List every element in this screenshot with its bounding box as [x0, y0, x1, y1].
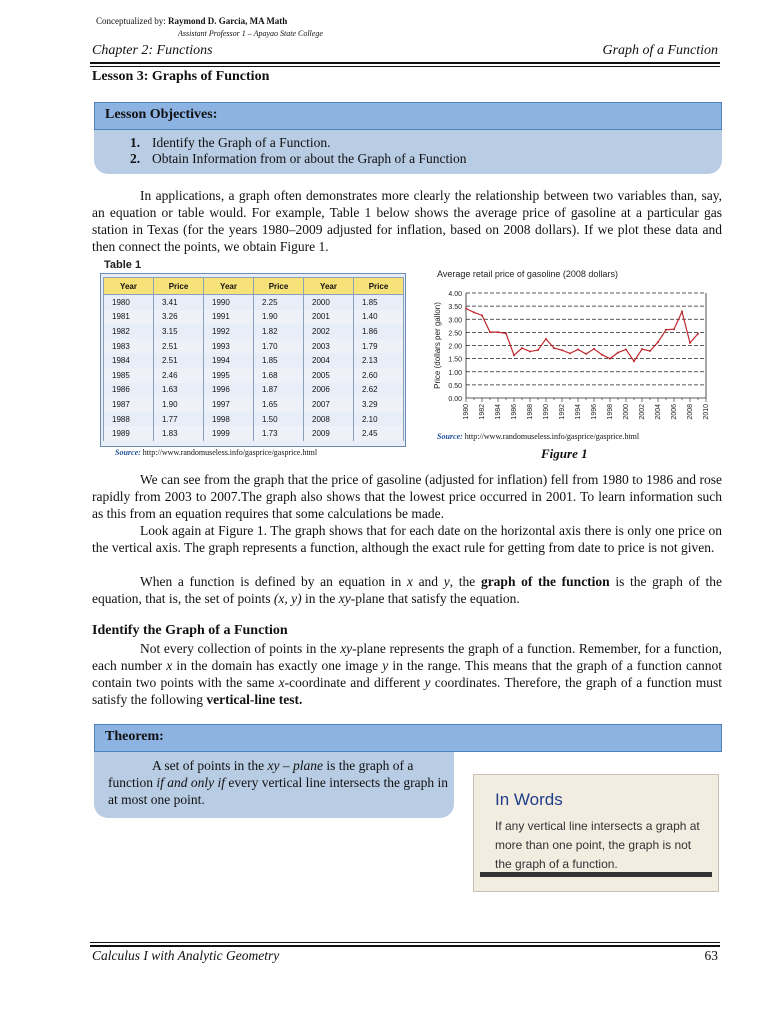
table-cell: 1991	[204, 310, 254, 325]
text-run: A set of points in the	[152, 758, 268, 773]
text-run: and	[412, 574, 444, 589]
table-cell: 1995	[204, 368, 254, 383]
text-run: every vertical line intersects the graph in at most one point.	[108, 775, 449, 807]
data-point	[521, 347, 523, 349]
table-cell: 1.90	[154, 397, 204, 412]
data-point	[657, 341, 659, 343]
table-cell: 1990	[204, 295, 254, 310]
y-tick-label: 1.50	[448, 356, 462, 364]
text-run: When a function is defined by an equation in	[140, 574, 407, 589]
data-point	[561, 349, 563, 351]
header-rule-thin	[90, 66, 720, 67]
section-paragraph	[92, 640, 722, 708]
table-cell: 2008	[304, 412, 354, 427]
table-row	[104, 412, 404, 427]
text-run: -plane represents the graph of a function. Remember, for a function, each number	[92, 641, 723, 673]
table-cell: 3.41	[154, 295, 204, 310]
in-words-bar	[480, 872, 712, 877]
data-point	[529, 351, 531, 353]
y-tick-label: 3.50	[448, 304, 462, 312]
x-tick-label: 1990	[543, 404, 550, 420]
data-point	[537, 349, 539, 351]
y-axis-label: Price (dollars per gallon)	[433, 302, 442, 389]
data-point	[585, 353, 587, 355]
table-cell: 1996	[204, 383, 254, 398]
function-paragraph: Look again at Figure 1. The graph shows that for each date on the horizontal axis there is only one price on the vertical axis. The graph represents a function, although the exact rule for getting from date to price is not given.	[92, 523, 722, 555]
table-cell: 1999	[204, 426, 254, 441]
text-run: vertical-line test.	[206, 692, 303, 707]
x-tick-label: 1998	[607, 404, 614, 420]
header-rule	[90, 62, 720, 64]
table-cell: 1.40	[354, 310, 404, 325]
data-point	[481, 314, 483, 316]
price-line	[466, 308, 698, 361]
y-tick-label: 2.50	[448, 330, 462, 338]
data-point	[649, 350, 651, 352]
table-cell: 1994	[204, 353, 254, 368]
data-point	[577, 348, 579, 350]
table-cell: 2000	[304, 295, 354, 310]
table-row	[104, 368, 404, 383]
table-cell: 2.62	[354, 383, 404, 398]
table-row	[104, 426, 404, 441]
table-cell: 2.25	[254, 295, 304, 310]
objective-number: 1.	[130, 135, 141, 150]
text-run: in the	[301, 591, 339, 606]
section-heading: Identify the Graph of a Function	[92, 623, 288, 638]
definition-paragraph	[92, 573, 722, 607]
topic-title: Graph of a Function	[602, 43, 718, 58]
table-cell: 1981	[104, 310, 154, 325]
table-cell: 1.85	[354, 295, 404, 310]
table-cell: 2007	[304, 397, 354, 412]
y-tick-label: 0.00	[448, 396, 462, 403]
table-cell: 3.29	[354, 397, 404, 412]
data-point	[665, 329, 667, 331]
data-point	[593, 348, 595, 350]
data-point	[673, 328, 675, 330]
data-point	[465, 307, 467, 309]
objective-item	[130, 135, 330, 151]
credit-role: Assistant Professor 1 – Apayao State College	[178, 29, 323, 38]
table-cell: 1983	[104, 339, 154, 354]
data-point	[689, 342, 691, 344]
table-cell: 2005	[304, 368, 354, 383]
y-tick-label: 3.00	[448, 317, 462, 325]
theorem-header	[94, 724, 722, 752]
text-run: x	[166, 658, 173, 673]
table-cell: 1.79	[354, 339, 404, 354]
text-run: in the range. This means that the graph of a function cannot contain two points with the same	[92, 658, 723, 690]
table-cell: 1.65	[254, 397, 304, 412]
x-tick-label: 1986	[511, 404, 518, 420]
objective-number: 2.	[130, 151, 141, 166]
data-point	[625, 348, 627, 350]
table-header-cell: Price	[254, 278, 304, 295]
text-run: if and only if	[156, 775, 225, 790]
y-tick-label: 4.00	[448, 291, 462, 298]
table-row	[104, 295, 404, 310]
table-cell: 1.83	[154, 426, 204, 441]
x-tick-label: 1982	[479, 404, 486, 420]
table-source-label: Source:	[115, 448, 141, 457]
table-cell: 2002	[304, 324, 354, 339]
data-point	[641, 348, 643, 350]
table-source	[115, 448, 317, 457]
table-row	[104, 310, 404, 325]
table-cell: 1986	[104, 383, 154, 398]
text-run: y	[382, 658, 389, 673]
table-cell: 1984	[104, 353, 154, 368]
table-cell: 2.51	[154, 339, 204, 354]
gas-price-table	[103, 277, 404, 441]
table-cell: 2004	[304, 353, 354, 368]
data-point	[617, 352, 619, 354]
text-run: Not every collection of points in the	[140, 641, 341, 656]
text-run: , the	[449, 574, 481, 589]
table-cell: 2009	[304, 426, 354, 441]
gas-price-chart	[430, 283, 720, 433]
table-cell: 2.60	[354, 368, 404, 383]
objective-text: Identify the Graph of a Function.	[152, 135, 331, 150]
text-run: x	[278, 675, 285, 690]
data-point	[505, 332, 507, 334]
x-tick-label: 2006	[671, 404, 678, 420]
y-tick-label: 1.00	[448, 369, 462, 377]
data-point	[553, 347, 555, 349]
table-cell: 1985	[104, 368, 154, 383]
text-run: x	[406, 574, 413, 589]
table-header-cell: Price	[354, 278, 404, 295]
table-cell: 1989	[104, 426, 154, 441]
table-cell: 3.15	[154, 324, 204, 339]
data-point	[697, 333, 699, 335]
table-header-cell: Year	[204, 278, 254, 295]
table-cell: 2001	[304, 310, 354, 325]
x-tick-label: 2010	[703, 404, 710, 420]
x-tick-label: 1980	[463, 404, 470, 420]
table-cell: 1.85	[254, 353, 304, 368]
table-cell: 1988	[104, 412, 154, 427]
table-cell: 1.77	[154, 412, 204, 427]
table-row	[104, 383, 404, 398]
intro-paragraph: In applications, a graph often demonstrates more clearly the relationship between two variables than, say, an equation or table would. For example, Table 1 below shows the average price of gasoline at a particular gas station in Texas (for the years 1980–2009 adjusted for inflation, based on 2008 dollars). If we plot these data and then connect the points, we obtain Figure 1.	[92, 188, 722, 254]
table-cell: 2.13	[354, 353, 404, 368]
text-run: xy	[338, 591, 351, 606]
data-point	[601, 354, 603, 356]
chapter-title: Chapter 2: Functions	[92, 43, 213, 58]
table-cell: 1998	[204, 412, 254, 427]
table-cell: 2.45	[354, 426, 404, 441]
figure-label: Figure 1	[541, 446, 588, 461]
table-row	[104, 397, 404, 412]
x-tick-label: 2008	[687, 404, 694, 420]
y-tick-label: 2.00	[448, 343, 462, 351]
table-cell: 1.50	[254, 412, 304, 427]
table-row	[104, 353, 404, 368]
text-run: is the graph of a function	[108, 758, 414, 790]
x-tick-label: 2000	[623, 404, 630, 420]
table-header-cell: Price	[154, 278, 204, 295]
theorem-text	[108, 757, 454, 808]
x-tick-label: 1994	[575, 404, 582, 420]
text-run: y	[424, 675, 431, 690]
text-run: in the domain has exactly one image	[172, 658, 383, 673]
table-header-cell: Year	[304, 278, 354, 295]
data-point	[569, 352, 571, 354]
data-point	[609, 358, 611, 360]
objective-item	[130, 151, 467, 167]
footer-rule	[90, 945, 720, 947]
chart-source-url: http://www.randomuseless.info/gasprice/gasprice.html	[464, 432, 640, 441]
text-run: (x, y)	[273, 591, 302, 606]
table-cell: 1.63	[154, 383, 204, 398]
table-cell: 2.46	[154, 368, 204, 383]
table-cell: 1.73	[254, 426, 304, 441]
table-cell: 1.82	[254, 324, 304, 339]
table-cell: 1.68	[254, 368, 304, 383]
table-source-url: http://www.randomuseless.info/gasprice/gasprice.html	[142, 448, 318, 457]
table-cell: 1980	[104, 295, 154, 310]
data-point	[473, 311, 475, 313]
x-tick-label: 1988	[527, 404, 534, 420]
credit-name: Raymond D. Garcia, MA Math	[167, 16, 288, 26]
chart-title: Average retail price of gasoline (2008 dollars)	[437, 269, 618, 279]
text-run: graph of the function	[480, 574, 610, 589]
page-number: 63	[704, 948, 718, 963]
y-tick-label: 0.50	[448, 382, 462, 390]
text-run: -plane that satisfy the equation.	[350, 591, 520, 606]
data-point	[681, 311, 683, 313]
data-point	[513, 354, 515, 356]
table-row	[104, 339, 404, 354]
text-run: -coordinate and different	[284, 675, 425, 690]
table-cell: 1.86	[354, 324, 404, 339]
footer-rule-thin	[90, 942, 720, 943]
table-cell: 1982	[104, 324, 154, 339]
credit-prefix: Conceptualized by:	[96, 16, 166, 26]
objectives-header	[94, 102, 722, 130]
lesson-title: Lesson 3: Graphs of Function	[92, 69, 270, 84]
table-cell: 2006	[304, 383, 354, 398]
table-cell: 1987	[104, 397, 154, 412]
theorem-heading: Theorem:	[105, 729, 164, 744]
objective-text: Obtain Information from or about the Graph of a Function	[152, 151, 467, 166]
objectives-heading: Lesson Objectives:	[105, 107, 218, 122]
table-cell: 1.90	[254, 310, 304, 325]
x-tick-label: 1984	[495, 404, 502, 420]
table-cell: 2.51	[154, 353, 204, 368]
in-words-heading: In Words	[495, 790, 563, 809]
credit-line	[96, 16, 287, 26]
table-header-cell: Year	[104, 278, 154, 295]
table-row	[104, 324, 404, 339]
chart-source-label: Source:	[437, 432, 463, 441]
course-name: Calculus I with Analytic Geometry	[92, 948, 280, 963]
text-run: is the graph of the equation, that is, the set of points	[92, 574, 722, 606]
x-tick-label: 1992	[559, 404, 566, 420]
chart-source	[437, 432, 639, 441]
table-cell: 1.70	[254, 339, 304, 354]
table-cell: 3.26	[154, 310, 204, 325]
text-run: coordinates. Therefore, the graph of a function must satisfy the following	[92, 675, 722, 707]
table-title: Table 1	[104, 259, 142, 271]
text-run: xy	[340, 641, 353, 656]
x-tick-label: 1996	[591, 404, 598, 420]
text-run: y	[443, 574, 450, 589]
table-cell: 1997	[204, 397, 254, 412]
text-run: xy – plane	[267, 758, 323, 773]
in-words-text: If any vertical line intersects a graph at more than one point, the graph is not the graph of a function.	[495, 819, 700, 871]
data-point	[497, 331, 499, 333]
observation-paragraph: We can see from the graph that the price of gasoline (adjusted for inflation) fell from 1980 to 1986 and rose rapidly from 2003 to 2007.The graph also shows that the lowest price occurred in 2001. To learn information such as this from an equation requires that some calculations be made.	[92, 472, 722, 521]
table-cell: 1.87	[254, 383, 304, 398]
data-point	[489, 331, 491, 333]
table-cell: 2.10	[354, 412, 404, 427]
data-point	[545, 338, 547, 340]
x-tick-label: 2002	[639, 404, 646, 420]
data-point	[633, 360, 635, 362]
table-cell: 1993	[204, 339, 254, 354]
table-cell: 1992	[204, 324, 254, 339]
x-tick-label: 2004	[655, 404, 662, 420]
table-cell: 2003	[304, 339, 354, 354]
